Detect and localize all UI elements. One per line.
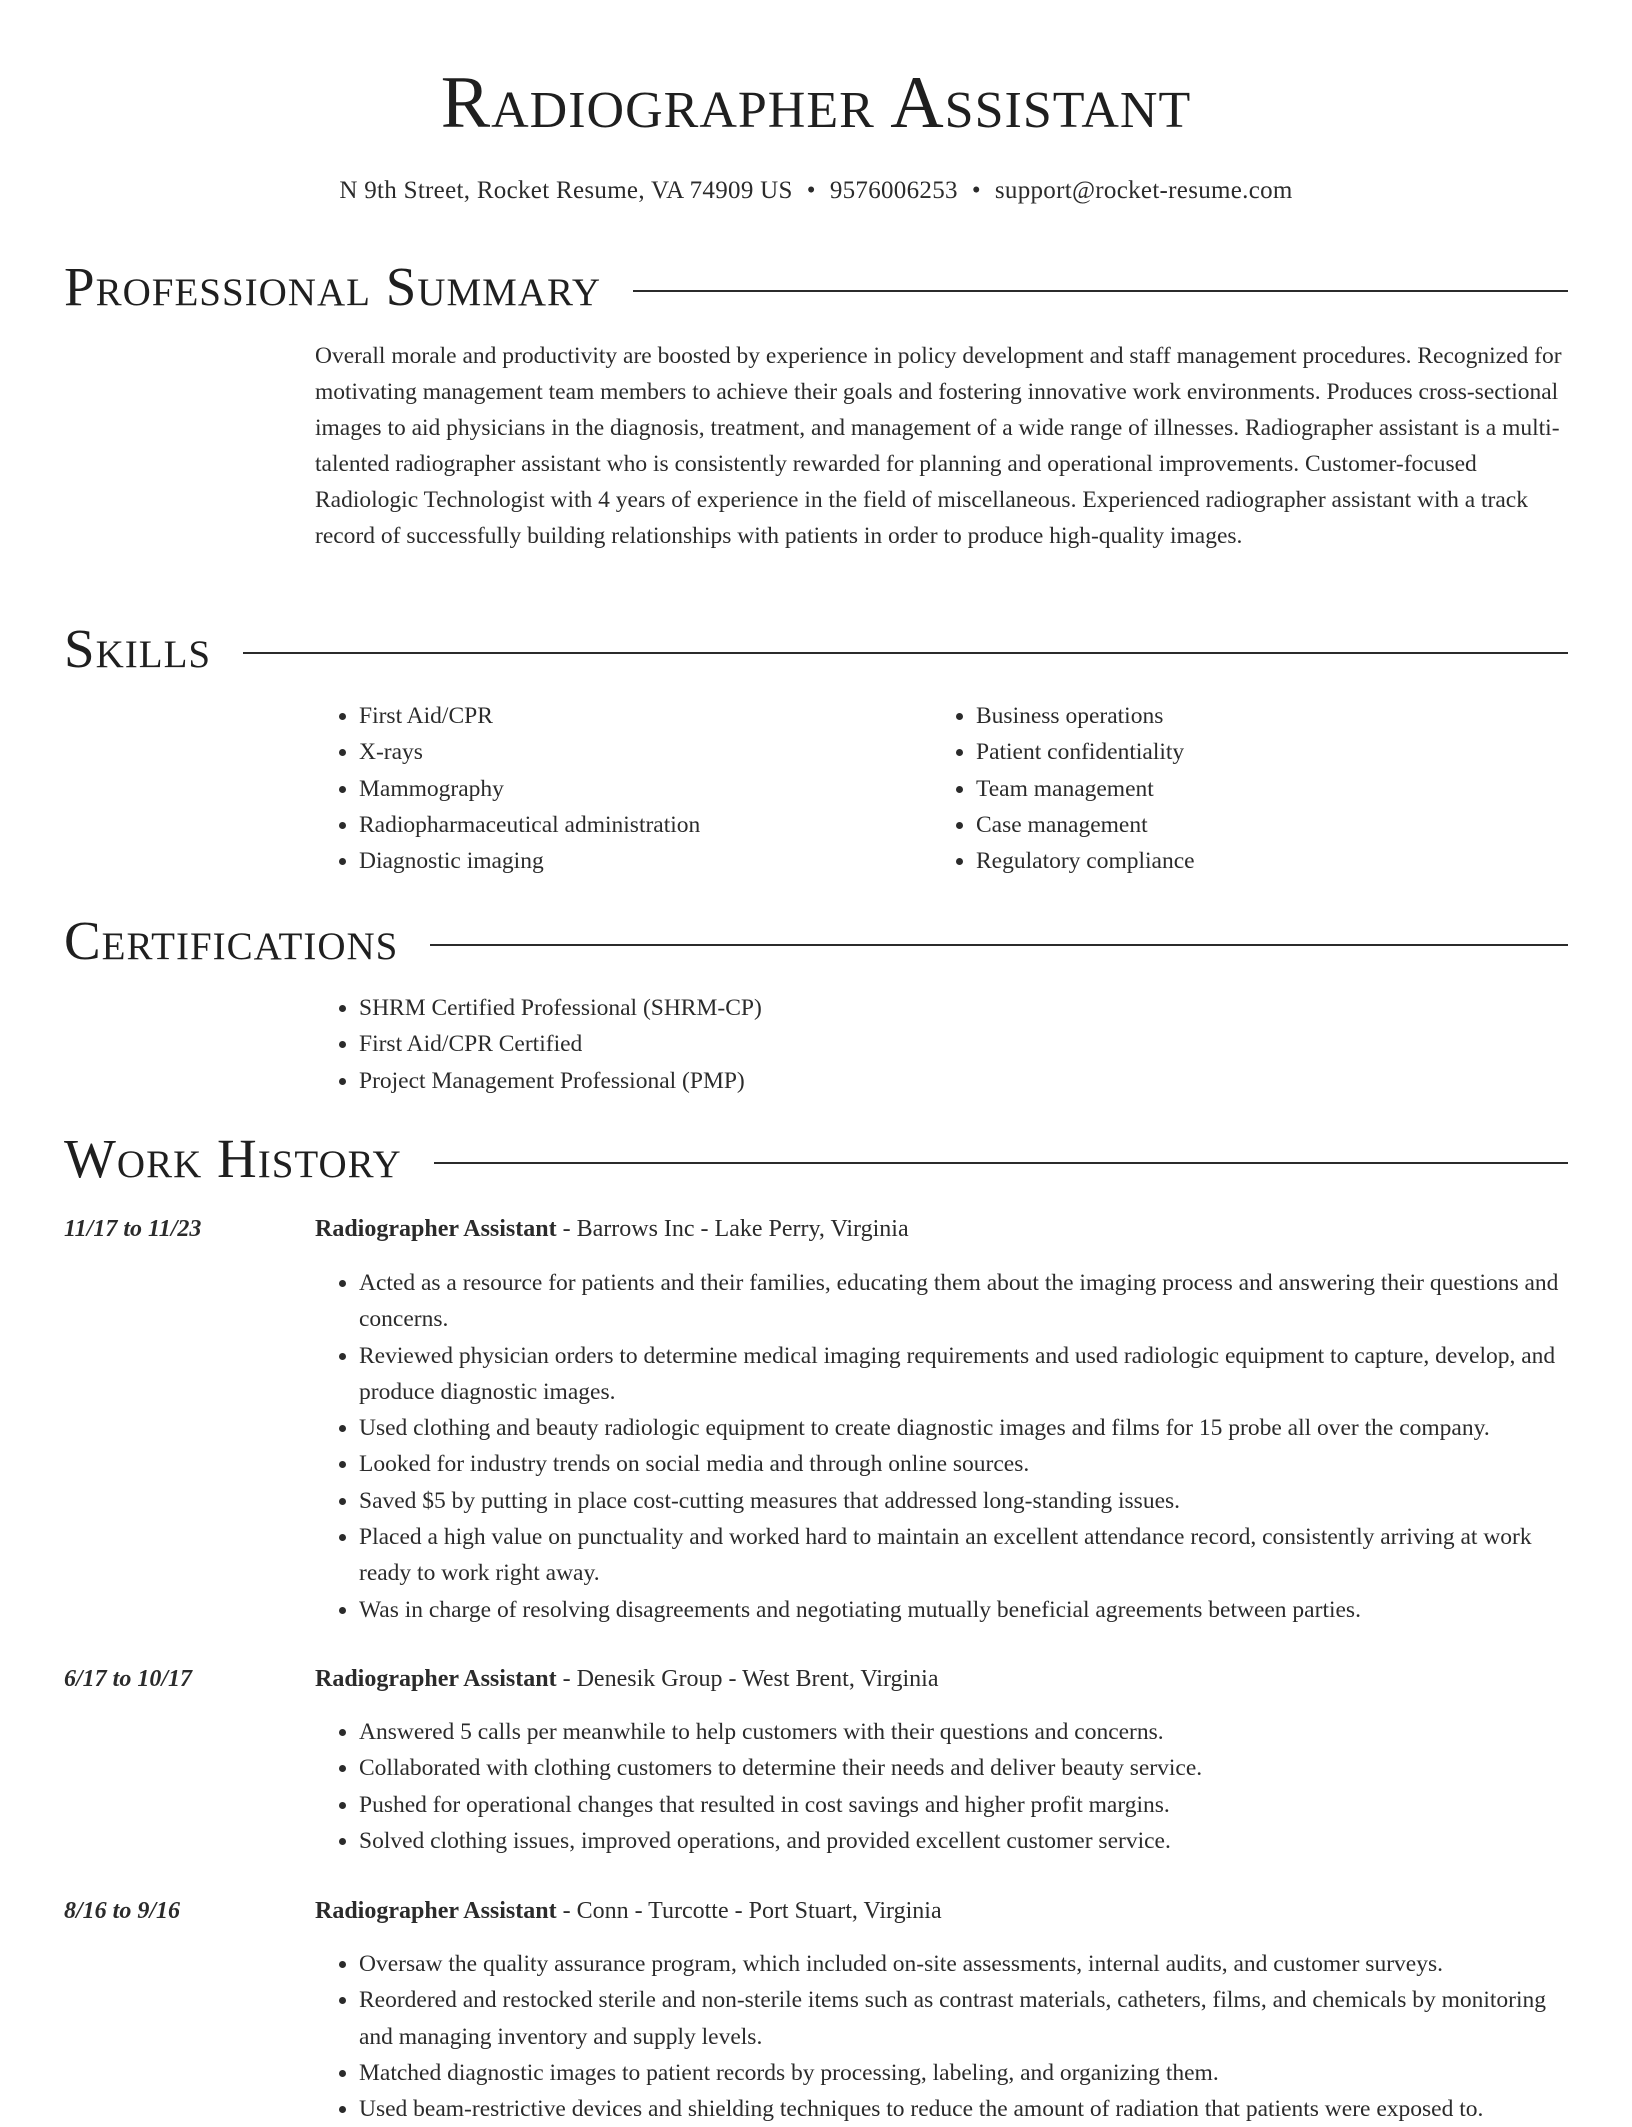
job-dates: 11/17 to 11/23 [64, 1216, 202, 1242]
skill-item: • X-rays [359, 734, 932, 770]
duty-item: • Placed a high value on punctuality and worked hard to maintain an excellent attendance record, consistently arriving at work ready to work right away. [359, 1519, 1568, 1592]
job-dates: 8/16 to 9/16 [64, 1898, 181, 1924]
phone: 9576006253 [829, 177, 958, 204]
section-title: Certifications [64, 910, 399, 971]
job-duties [315, 1714, 1568, 1859]
job-role: Radiographer Assistant [315, 1216, 557, 1242]
duty-item: • Used clothing and beauty radiologic equipment to create diagnostic images and films for 15 probe all over the company. [359, 1410, 1568, 1446]
certifications-header [64, 909, 1568, 973]
skill-item: • Patient confidentiality [976, 734, 1549, 770]
duty-item: • Looked for industry trends on social media and through online sources. [359, 1446, 1568, 1482]
section-title: Professional Summary [64, 256, 602, 317]
duty-item: • Pushed for operational changes that resulted in cost savings and higher profit margins. [359, 1787, 1568, 1823]
skills-column-right [932, 698, 1549, 879]
duty-item: • Matched diagnostic images to patient records by processing, labeling, and organizing them. [359, 2055, 1568, 2091]
section-divider [633, 290, 1568, 292]
section-title: Skills [64, 618, 212, 679]
skills-header [64, 617, 1568, 681]
duties-list [315, 1946, 1568, 2127]
skills-column-left [315, 698, 932, 879]
section-divider [430, 944, 1568, 946]
skill-item: • Mammography [359, 771, 932, 807]
duty-item: • Oversaw the quality assurance program, which included on-site assessments, internal audits, and customer surveys. [359, 1946, 1568, 1982]
job-employer: - Denesik Group - West Brent, Virginia [556, 1666, 939, 1692]
duties-list [315, 1265, 1568, 1628]
job-title [315, 1211, 1568, 1247]
skills-grid [315, 698, 1568, 879]
job-duties [315, 1946, 1568, 2127]
duty-item: • Acted as a resource for patients and their families, educating them about the imaging process and answering their questions and concerns. [359, 1265, 1568, 1338]
skill-item: • Case management [976, 807, 1549, 843]
job-employer: - Conn - Turcotte - Port Stuart, Virginia [556, 1898, 942, 1924]
summary-text: Overall morale and productivity are boosted by experience in policy development and staff management procedures. Recognized for motivating management team members to achieve their goals and fostering innovative work environments. Produces cross-sectional images to aid physicians in the diagnosis, treatment, and management of a wide range of illnesses. Radiographer assistant is a multi-talented radiographer assistant who is consistently rewarded for planning and operational improvements. Customer-focused Radiologic Technologist with 4 years of experience in the field of miscellaneous. Experienced radiographer assistant with a track record of successfully building relationships with patients in order to produce high-quality images. [315, 343, 1562, 549]
job-title [315, 1893, 1568, 1929]
duty-item: • Solved clothing issues, improved operations, and provided excellent customer service. [359, 1823, 1568, 1859]
email: support@rocket-resume.com [994, 177, 1293, 204]
skills-list [315, 698, 932, 879]
job-employer: - Barrows Inc - Lake Perry, Virginia [556, 1216, 909, 1242]
duty-item: • Saved $5 by putting in place cost-cutting measures that addressed long-standing issues. [359, 1483, 1568, 1519]
job-title [315, 1661, 1568, 1697]
summary-header [64, 255, 1568, 319]
section-divider [243, 652, 1568, 654]
job-role: Radiographer Assistant [315, 1898, 557, 1924]
work-history-header [64, 1127, 1568, 1191]
contact-line [64, 174, 1568, 208]
duty-item: • Reordered and restocked sterile and non-sterile items such as contrast materials, catheters, films, and chemicals by monitoring and managing inventory and supply levels. [359, 1982, 1568, 2055]
skill-item: • Radiopharmaceutical administration [359, 807, 932, 843]
duty-item: • Was in charge of resolving disagreements and negotiating mutually beneficial agreements between parties. [359, 1592, 1568, 1628]
certification-item: • Project Management Professional (PMP) [359, 1063, 1568, 1099]
section-title: Work History [64, 1128, 402, 1189]
job-role: Radiographer Assistant [315, 1666, 557, 1692]
duty-item: • Answered 5 calls per meanwhile to help customers with their questions and concerns. [359, 1714, 1568, 1750]
certifications-body [315, 990, 1568, 1099]
skills-list [932, 698, 1549, 879]
section-divider [434, 1162, 1568, 1164]
candidate-name: Radiographer Assistant [440, 62, 1192, 144]
separator: • [806, 177, 816, 204]
duty-item: • Used beam-restrictive devices and shielding techniques to reduce the amount of radiation that patients were exposed to. [359, 2091, 1568, 2127]
skill-item: • Regulatory compliance [976, 843, 1549, 879]
certifications-list [315, 990, 1568, 1099]
certification-item: • SHRM Certified Professional (SHRM-CP) [359, 990, 1568, 1026]
duties-list [315, 1714, 1568, 1859]
skill-item: • Diagnostic imaging [359, 843, 932, 879]
separator: • [971, 177, 981, 204]
certification-item: • First Aid/CPR Certified [359, 1026, 1568, 1062]
duty-item: • Reviewed physician orders to determine medical imaging requirements and used radiologic equipment to capture, develop, and produce diagnostic images. [359, 1338, 1568, 1411]
job-dates: 6/17 to 10/17 [64, 1666, 193, 1692]
job-duties [315, 1265, 1568, 1628]
address: N 9th Street, Rocket Resume, VA 74909 US [339, 177, 793, 204]
skill-item: • Business operations [976, 698, 1549, 734]
summary-body [315, 338, 1568, 554]
duty-item: • Collaborated with clothing customers to determine their needs and deliver beauty service. [359, 1750, 1568, 1786]
skill-item: • Team management [976, 771, 1549, 807]
skill-item: • First Aid/CPR [359, 698, 932, 734]
